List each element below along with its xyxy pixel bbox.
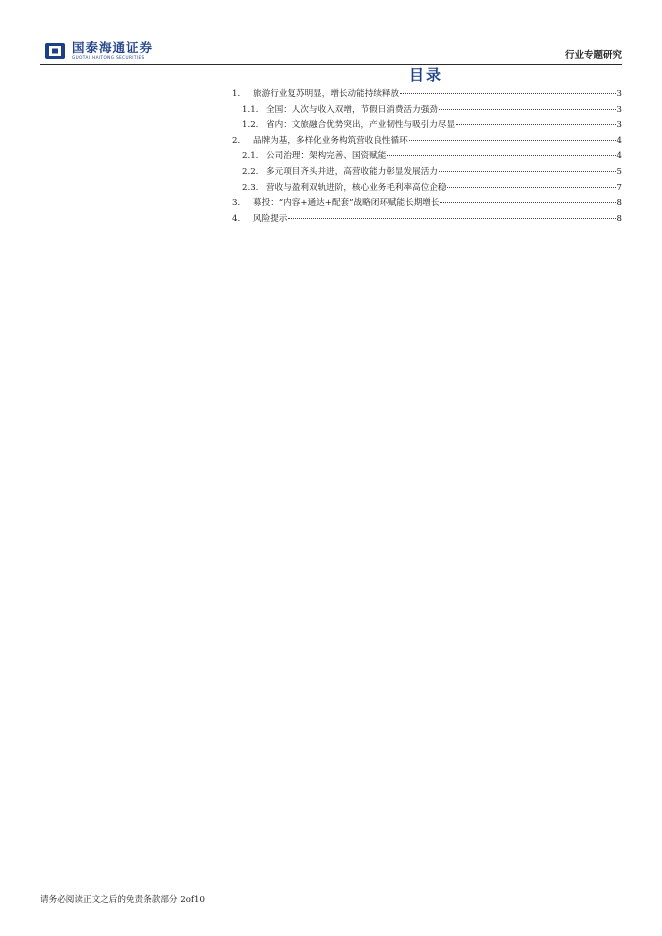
- toc-leader-dots: [439, 171, 616, 172]
- toc-entry[interactable]: [232, 212, 622, 228]
- toc-leader-dots: [440, 202, 615, 203]
- toc-leader-dots: [447, 187, 615, 188]
- toc-entry-number: 1.2.: [242, 120, 259, 131]
- toc-entry-number: 3.: [232, 198, 241, 209]
- toc-entry-number: 4.: [232, 213, 241, 224]
- toc-entry[interactable]: [232, 103, 622, 119]
- toc-entry-number: 1.: [232, 89, 241, 99]
- toc-entry[interactable]: [232, 181, 622, 197]
- company-logo: [44, 40, 153, 62]
- toc-entry-page: 7: [616, 182, 622, 193]
- toc-entry-title: 营收与盈利双轨进阶，核心业务毛利率高位企稳: [266, 182, 447, 193]
- toc-entry-title: 全国：人次与收入双增，节假日消费活力强劲: [266, 104, 438, 115]
- toc-entry[interactable]: [232, 165, 622, 181]
- toc-entry-page: 3: [616, 104, 622, 115]
- toc-entry-page: 8: [616, 213, 622, 224]
- toc-entry-page: 3: [616, 89, 622, 99]
- toc-leader-dots: [409, 140, 616, 141]
- toc-entry-title: 募投：“内容+通达+配套”战略闭环赋能长期增长: [253, 198, 440, 209]
- toc-entry-page: 4: [616, 151, 622, 162]
- toc-leader-dots: [400, 93, 615, 94]
- logo-chinese-name: 国泰海通证券: [72, 39, 154, 55]
- toc-entry[interactable]: [232, 118, 622, 134]
- table-of-contents: [232, 87, 622, 227]
- toc-entry-page: 5: [616, 166, 622, 177]
- toc-entry-number: 2.2.: [242, 166, 259, 177]
- toc-entry-number: 2.: [232, 135, 241, 146]
- toc-leader-dots: [456, 124, 615, 125]
- toc-entry-title: 品牌为基，多样化业务构筑营收良性循环: [253, 135, 408, 146]
- report-category: 行业专题研究: [564, 50, 622, 61]
- toc-entry-number: 1.1.: [242, 104, 259, 115]
- logo-mark-icon: [44, 42, 66, 60]
- toc-entry-title: 旅游行业复苏明显，增长动能持续释放: [253, 89, 400, 99]
- toc-leader-dots: [439, 109, 616, 110]
- toc-leader-dots: [288, 218, 615, 219]
- logo-english-name: GUOTAI HAITONG SECURITIES: [72, 55, 145, 61]
- toc-entry-number: 2.3.: [242, 182, 259, 193]
- toc-entry-title: 风险提示: [253, 213, 288, 224]
- page-header: [40, 40, 622, 65]
- toc-entry-title: 公司治理：架构完善、国资赋能: [266, 151, 387, 162]
- disclaimer-footer: 请务必阅读正文之后的免责条款部分 2of10: [40, 895, 205, 905]
- toc-entry[interactable]: [232, 134, 622, 150]
- toc-entry[interactable]: [232, 196, 622, 212]
- toc-entry-title: 多元项目齐头并进，高营收能力彰显发展活力: [266, 166, 438, 177]
- toc-entry[interactable]: [232, 87, 622, 103]
- toc-entry-page: 4: [616, 135, 622, 146]
- toc-entry[interactable]: [232, 149, 622, 165]
- toc-leader-dots: [387, 155, 615, 156]
- toc-title: 目录: [408, 66, 443, 84]
- toc-entry-page: 8: [616, 198, 622, 209]
- toc-entry-page: 3: [616, 120, 622, 131]
- toc-entry-number: 2.1.: [242, 151, 259, 162]
- toc-entry-title: 省内：文旅融合优势突出，产业韧性与吸引力尽显: [266, 120, 456, 131]
